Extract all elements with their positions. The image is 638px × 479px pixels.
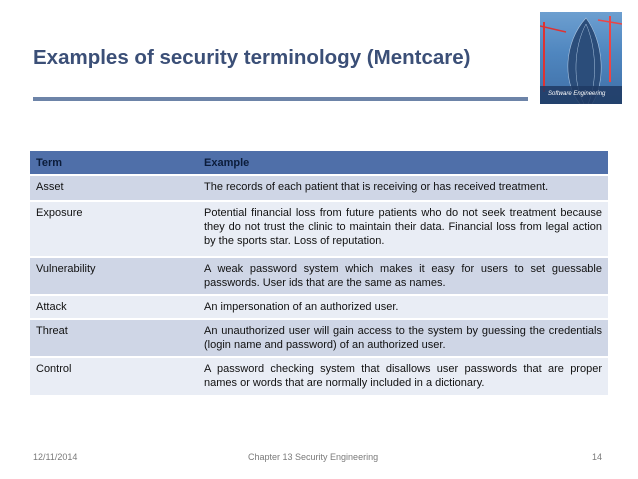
term-cell: Threat — [30, 319, 198, 357]
example-cell: Potential financial loss from future patients who do not seek treatment because they do not trust the clinic to maintain their data. Financial loss from legal action by the sports star. Loss of reputation. — [198, 201, 608, 257]
table-row — [30, 295, 608, 319]
example-cell: An impersonation of an authorized user. — [198, 295, 608, 319]
column-header-term: Term — [30, 151, 198, 175]
table-row — [30, 357, 608, 395]
term-cell: Exposure — [30, 201, 198, 257]
table-row — [30, 257, 608, 295]
terminology-table — [30, 151, 608, 395]
term-cell: Vulnerability — [30, 257, 198, 295]
table-row — [30, 319, 608, 357]
example-cell: A weak password system which makes it easy for users to set guessable passwords. User ids that are the same as names. — [198, 257, 608, 295]
term-cell: Control — [30, 357, 198, 395]
slide-title: Examples of security terminology (Mentcare) — [33, 46, 471, 69]
example-cell: The records of each patient that is receiving or has received treatment. — [198, 175, 608, 201]
example-cell: A password checking system that disallows user passwords that are proper names or words that are normally included in a dictionary. — [198, 357, 608, 395]
footer-date: 12/11/2014 — [33, 452, 78, 462]
title-underline — [33, 97, 528, 101]
cover-caption: Software Engineering — [548, 91, 606, 97]
column-header-example: Example — [198, 151, 608, 175]
term-cell: Asset — [30, 175, 198, 201]
table-row — [30, 201, 608, 257]
term-cell: Attack — [30, 295, 198, 319]
footer-chapter: Chapter 13 Security Engineering — [248, 452, 379, 462]
book-cover-image — [540, 12, 622, 104]
example-cell: An unauthorized user will gain access to the system by guessing the credentials (login name and password) of an authorized user. — [198, 319, 608, 357]
table-header-row — [30, 151, 608, 175]
table-row — [30, 175, 608, 201]
footer-page-number: 14 — [592, 452, 603, 462]
